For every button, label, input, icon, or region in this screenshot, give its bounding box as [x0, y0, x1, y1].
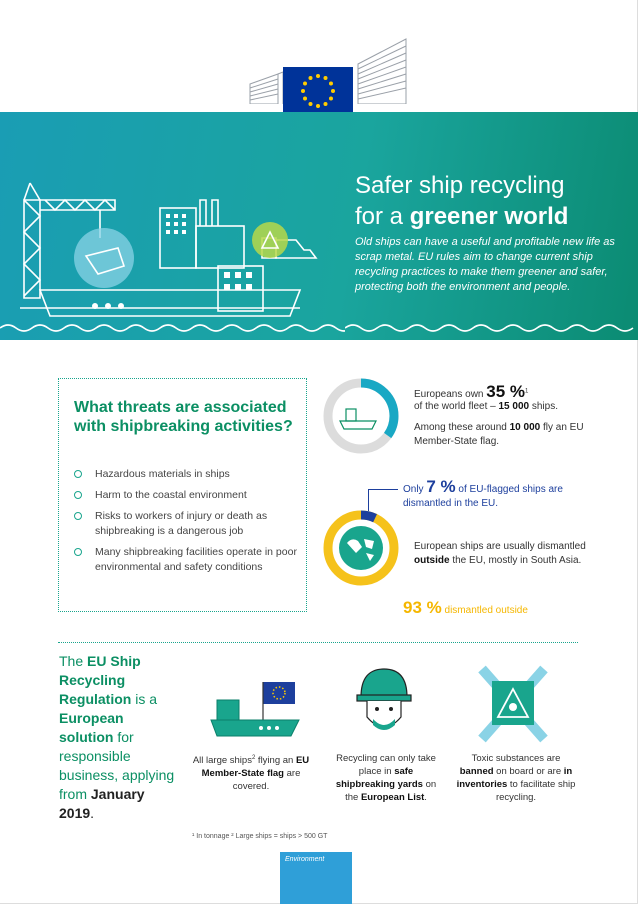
among-value: 10 000 — [509, 422, 541, 433]
intro-text: Old ships can have a useful and profitable new life as scrap metal. EU rules aim to change current ship recycling practices to make them greener and safer, protecting both the environment and people. — [355, 236, 615, 293]
c1-b: flying an — [255, 755, 296, 767]
title-bold: greener world — [409, 203, 569, 230]
eu-stars-icon — [283, 67, 353, 115]
ship-icon — [340, 409, 376, 429]
worker-helmet-icon — [353, 663, 415, 743]
c3-a: Toxic substances are — [471, 753, 561, 764]
title-prefix: for a — [355, 203, 410, 230]
list-item — [72, 467, 304, 482]
list-item-text: Risks to workers of injury or death as shipbreaking is a dangerous job — [95, 510, 268, 537]
shipyard-illustration — [0, 178, 345, 340]
toxic-warning-icon — [478, 665, 548, 743]
own-prefix: Europeans own — [414, 389, 487, 400]
fleet-value: 15 000 — [498, 401, 530, 412]
fleet-prefix: of the world fleet – — [414, 401, 499, 412]
c1-sup: 2 — [251, 755, 256, 761]
c2-bold1: safe shipbreaking yards — [335, 766, 423, 790]
page-title-line-1: Safer ship recycling — [355, 172, 565, 199]
reg-p1: The — [59, 653, 88, 669]
stat-own — [414, 382, 528, 402]
stat-outside — [403, 598, 528, 618]
outside-label: dismantled outside — [441, 605, 528, 616]
only-value: 7 % — [426, 477, 456, 496]
c3-c: to facilitate ship recycling. — [495, 779, 576, 803]
list-item-text: Hazardous materials in ships — [95, 468, 230, 480]
page-title-line-2 — [355, 203, 568, 231]
eu-prefix: European ships are usually dismantled — [414, 541, 586, 552]
eu-flagged-ship-icon — [205, 680, 305, 742]
bullet-icon — [74, 548, 82, 556]
regulation-text — [59, 652, 179, 823]
reg-b3: January 2019 — [59, 786, 145, 821]
threats-list — [72, 467, 304, 581]
wave-line — [345, 318, 638, 338]
stat-fleet — [414, 401, 558, 412]
bullet-icon — [74, 491, 82, 499]
eu-flag-logo — [283, 67, 353, 115]
c2-c: . — [424, 792, 427, 803]
own-value: 35 % — [486, 382, 526, 401]
c3-b: on board or are — [493, 766, 564, 777]
c1-c: are covered. — [232, 768, 301, 793]
threats-title: What threats are associated with shipbreaking activities? — [74, 399, 293, 435]
c2-a: Recycling can only take place in — [336, 753, 436, 777]
own-footnote: 1 — [525, 388, 529, 395]
c3-bold1: banned — [459, 766, 494, 777]
section-divider — [58, 642, 578, 643]
fleet-suffix: ships. — [529, 401, 558, 412]
caption-ships — [190, 752, 312, 793]
caption-yards — [330, 752, 442, 804]
eu-suffix: the EU, mostly in South Asia. — [449, 555, 582, 566]
list-item — [72, 545, 304, 575]
bullet-icon — [74, 512, 82, 520]
stat-eu — [414, 540, 589, 568]
reg-b1: EU Ship Recycling Regulation — [59, 653, 141, 707]
only-suffix: of EU-flagged ships are dismantled in the EU. — [403, 484, 563, 509]
c2-b: on the — [345, 779, 437, 803]
dismantled-donut — [322, 509, 400, 587]
stat-among — [414, 421, 584, 449]
reg-p2: is a — [131, 691, 158, 707]
footnote: ¹ In tonnage ² Large ships = ships > 500 GT — [192, 833, 328, 840]
callout-line — [368, 489, 369, 511]
list-item — [72, 509, 304, 539]
list-item — [72, 488, 304, 503]
among-prefix: Among these around — [414, 422, 510, 433]
environment-tab — [280, 852, 352, 904]
reg-p3: for responsible business, applying from — [59, 729, 175, 802]
callout-tick — [368, 489, 398, 490]
outside-value: 93 % — [403, 598, 442, 617]
list-item-text: Many shipbreaking facilities operate in poor environmental and safety conditions — [95, 546, 297, 573]
c3-bold2: in inventories — [456, 766, 573, 790]
eu-bold: outside — [414, 555, 450, 566]
among-suffix: fly an EU Member-State flag. — [414, 422, 584, 447]
stat-only — [403, 477, 583, 511]
reg-b2: European solution — [59, 710, 124, 745]
c1-bold: EU Member-State flag — [201, 755, 310, 780]
world-fleet-donut — [322, 377, 400, 455]
only-prefix: Only — [403, 484, 427, 495]
bullet-icon — [74, 470, 82, 478]
environment-label: Environment — [285, 856, 325, 863]
caption-toxic — [455, 752, 577, 804]
list-item-text: Harm to the coastal environment — [95, 489, 247, 501]
reg-p4: . — [90, 805, 95, 821]
c2-bold2: European List — [360, 792, 425, 803]
c1-a: All large ships — [192, 755, 252, 767]
